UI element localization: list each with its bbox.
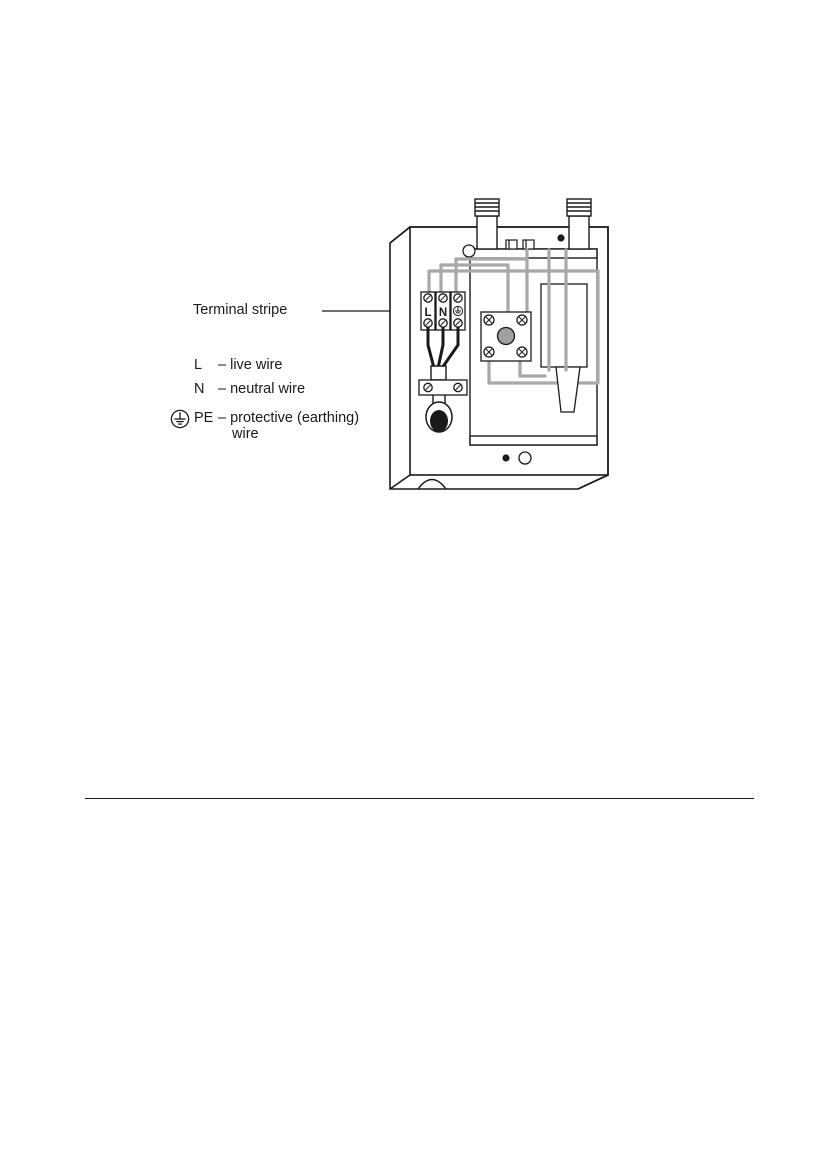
terminal-neutral-label: N (438, 307, 448, 319)
terminal-stripe-label: Terminal stripe (193, 302, 288, 318)
legend-neutral-description: – neutral wire (218, 381, 306, 397)
thermostat-block (481, 312, 531, 361)
terminal-live-label: L (424, 307, 432, 319)
legend-pe-code: PE (194, 410, 214, 426)
fixing-dot-top (557, 234, 564, 241)
fixing-dot-bottom (502, 454, 509, 461)
inlet-pipe (475, 199, 499, 249)
outlet-pipe (567, 199, 591, 249)
thermostat-knob (498, 328, 515, 345)
cable-clamp (419, 380, 467, 395)
legend-neutral-code: N (194, 381, 205, 397)
section-divider (85, 798, 754, 799)
cable-sheath (431, 366, 446, 380)
legend-live-description: – live wire (218, 357, 283, 373)
indicator-hole (463, 245, 475, 257)
legend-pe-description-line2: wire (232, 426, 259, 442)
fixing-hole-bottom (519, 452, 531, 464)
legend-pe-description: – protective (earthing) (218, 410, 360, 426)
cable-grommet (426, 402, 452, 432)
legend-live-code: L (194, 357, 203, 373)
earth-ground-icon (453, 306, 462, 315)
